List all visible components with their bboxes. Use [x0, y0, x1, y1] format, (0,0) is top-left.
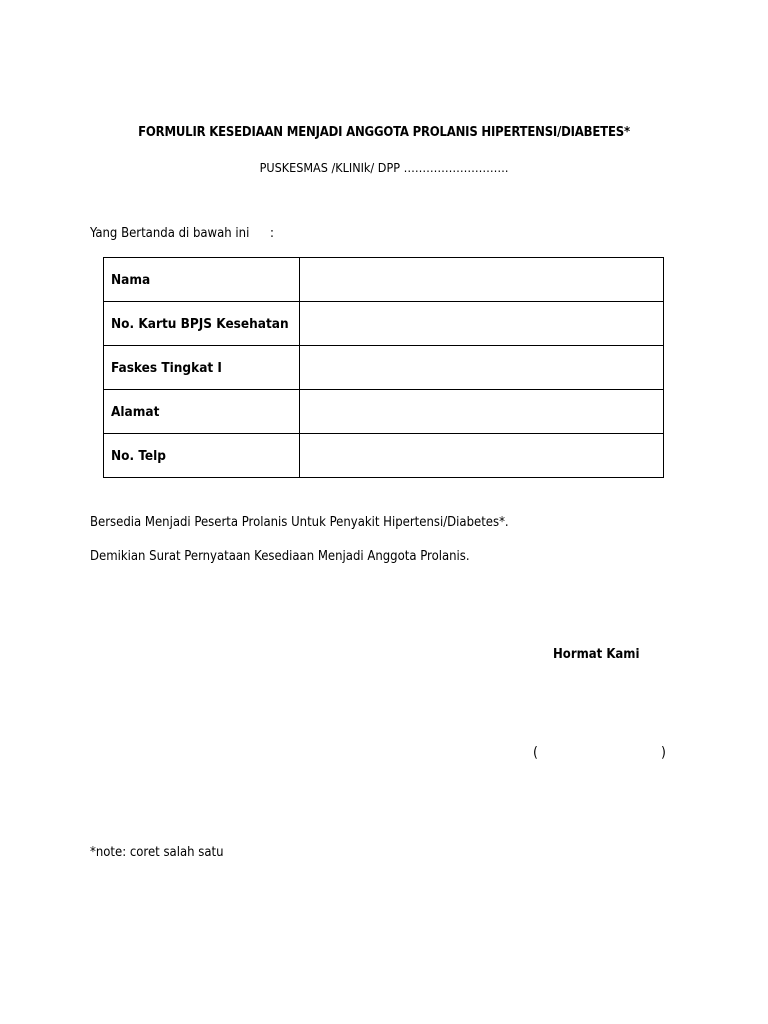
row-value-alamat[interactable]: [300, 390, 664, 434]
table-row: [104, 434, 664, 478]
row-label-faskes: Faskes Tingkat I: [104, 346, 300, 390]
facility-subtitle: PUSKESMAS /KLINIk/ DPP ……………………….: [259, 160, 509, 175]
statement-closing: Demikian Surat Pernyataan Kesediaan Menjadi Anggota Prolanis.: [90, 549, 470, 564]
row-label-nama: Nama: [104, 258, 300, 302]
row-label-telp: No. Telp: [104, 434, 300, 478]
intro-line: [90, 226, 274, 241]
intro-colon: :: [270, 226, 274, 241]
table-row: [104, 302, 664, 346]
identity-table: [103, 257, 664, 478]
table-row: [104, 258, 664, 302]
signature-close-paren: ): [661, 745, 666, 761]
form-title: FORMULIR KESEDIAAN MENJADI ANGGOTA PROLANIS HIPERTENSI/DIABETES*: [138, 125, 630, 140]
row-value-telp[interactable]: [300, 434, 664, 478]
footnote: *note: coret salah satu: [90, 845, 224, 860]
row-label-alamat: Alamat: [104, 390, 300, 434]
signature-open-paren: (: [533, 745, 538, 761]
row-value-bpjs[interactable]: [300, 302, 664, 346]
row-label-bpjs: No. Kartu BPJS Kesehatan: [104, 302, 300, 346]
intro-text: Yang Bertanda di bawah ini: [90, 226, 250, 241]
closing-salutation: Hormat Kami: [553, 647, 640, 662]
statement-willingness: Bersedia Menjadi Peserta Prolanis Untuk Penyakit Hipertensi/Diabetes*.: [90, 515, 509, 530]
table-row: [104, 346, 664, 390]
table-row: [104, 390, 664, 434]
row-value-faskes[interactable]: [300, 346, 664, 390]
row-value-nama[interactable]: [300, 258, 664, 302]
